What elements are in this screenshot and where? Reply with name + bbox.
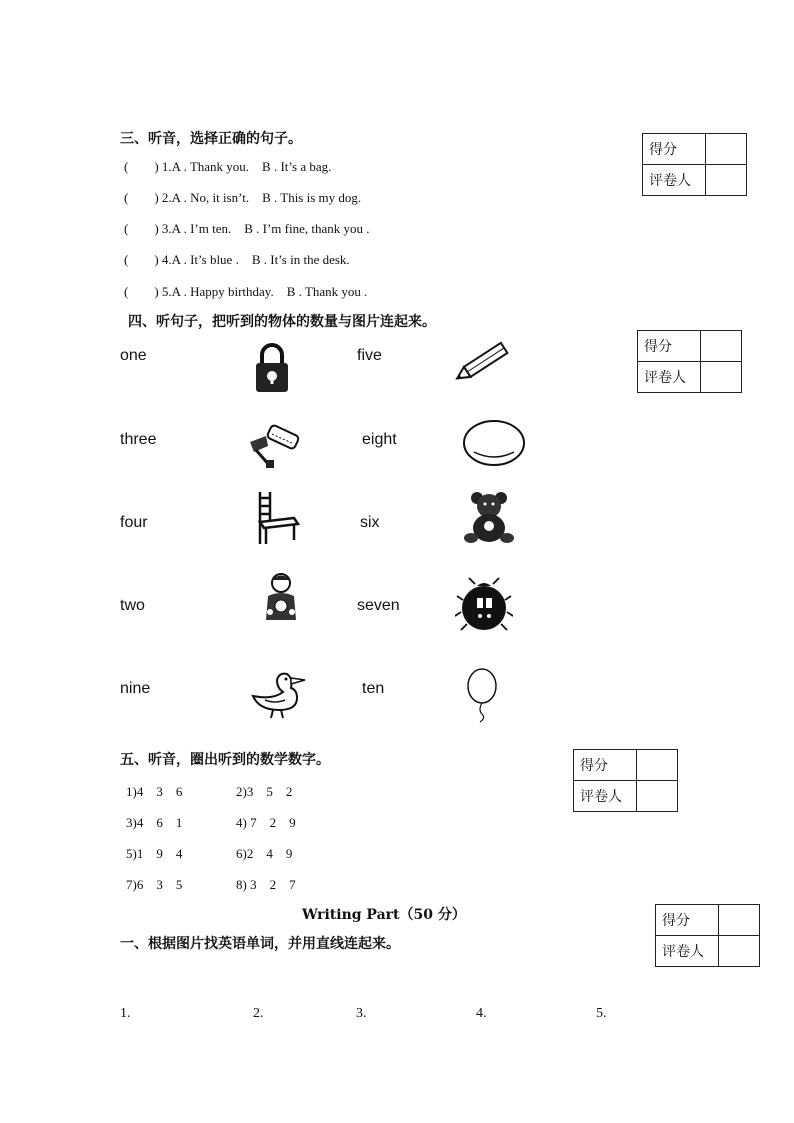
duck-icon xyxy=(247,670,309,722)
number-item: 7)6 3 5 xyxy=(126,877,183,892)
question-item: ( ) 4.A . It’s blue . B . It’s in the desk. xyxy=(124,252,350,267)
word-four: four xyxy=(120,514,148,531)
score-cell[interactable] xyxy=(637,750,678,781)
padlock-icon xyxy=(252,342,292,394)
grader-label: 评卷人 xyxy=(638,362,701,393)
score-label: 得分 xyxy=(656,905,719,936)
score-box xyxy=(655,904,760,967)
number-item: 6)2 4 9 xyxy=(236,846,293,861)
picture-number: 3. xyxy=(356,1006,367,1021)
section4-title: 四、听句子，把听到的物体的数量与图片连起来。 xyxy=(128,314,436,330)
word-ten: ten xyxy=(362,680,385,697)
word-six: six xyxy=(360,514,380,531)
grader-cell[interactable] xyxy=(637,781,678,812)
word-nine: nine xyxy=(120,680,151,697)
score-box xyxy=(642,133,747,196)
grader-label: 评卷人 xyxy=(656,936,719,967)
number-item: 5)1 9 4 xyxy=(126,846,183,861)
score-cell[interactable] xyxy=(706,134,747,165)
question-item: ( ) 3.A . I’m ten. B . I’m fine, thank you . xyxy=(124,221,370,236)
writing-q1-title: 一、根据图片找英语单词，并用直线连起来。 xyxy=(120,936,400,952)
score-cell[interactable] xyxy=(719,905,760,936)
picture-number: 2. xyxy=(253,1006,264,1021)
word-two: two xyxy=(120,597,145,614)
score-box xyxy=(637,330,742,393)
grader-cell[interactable] xyxy=(719,936,760,967)
number-item: 4) 7 2 9 xyxy=(236,815,296,830)
picture-number: 4. xyxy=(476,1006,487,1021)
pencil-icon xyxy=(452,338,516,384)
picture-number: 5. xyxy=(596,1006,607,1021)
section3-title: 三、听音，选择正确的句子。 xyxy=(120,131,302,147)
word-seven: seven xyxy=(357,597,400,614)
word-eight: eight xyxy=(362,431,397,448)
section5-title: 五、听音，圈出听到的数学数字。 xyxy=(120,752,330,768)
chair-icon xyxy=(254,490,300,546)
score-cell[interactable] xyxy=(701,331,742,362)
score-box xyxy=(573,749,678,812)
number-item: 3)4 6 1 xyxy=(126,815,183,830)
balloon-icon xyxy=(464,668,500,724)
plate-icon xyxy=(462,418,526,468)
question-item: ( ) 5.A . Happy birthday. B . Thank you . xyxy=(124,284,368,299)
score-label: 得分 xyxy=(638,331,701,362)
word-one: one xyxy=(120,347,147,364)
score-label: 得分 xyxy=(574,750,637,781)
question-item: ( ) 2.A . No, it isn’t. B . This is my dog. xyxy=(124,190,362,205)
number-item: 2)3 5 2 xyxy=(236,784,293,799)
ladybug-icon xyxy=(455,576,513,634)
question-item: ( ) 1.A . Thank you. B . It’s a bag. xyxy=(124,159,332,174)
grader-label: 评卷人 xyxy=(574,781,637,812)
grader-label: 评卷人 xyxy=(643,165,706,196)
boy-icon xyxy=(260,572,302,624)
number-item: 1)4 3 6 xyxy=(126,784,183,799)
word-three: three xyxy=(120,431,157,448)
word-five: five xyxy=(357,347,382,364)
number-item: 8) 3 2 7 xyxy=(236,877,296,892)
picture-number: 1. xyxy=(120,1006,131,1021)
score-label: 得分 xyxy=(643,134,706,165)
writing-part-title: Writing Part（50 分） xyxy=(302,907,466,923)
grader-cell[interactable] xyxy=(701,362,742,393)
grader-cell[interactable] xyxy=(706,165,747,196)
teddy-bear-icon xyxy=(463,490,515,546)
flashlight-icon xyxy=(246,424,302,470)
